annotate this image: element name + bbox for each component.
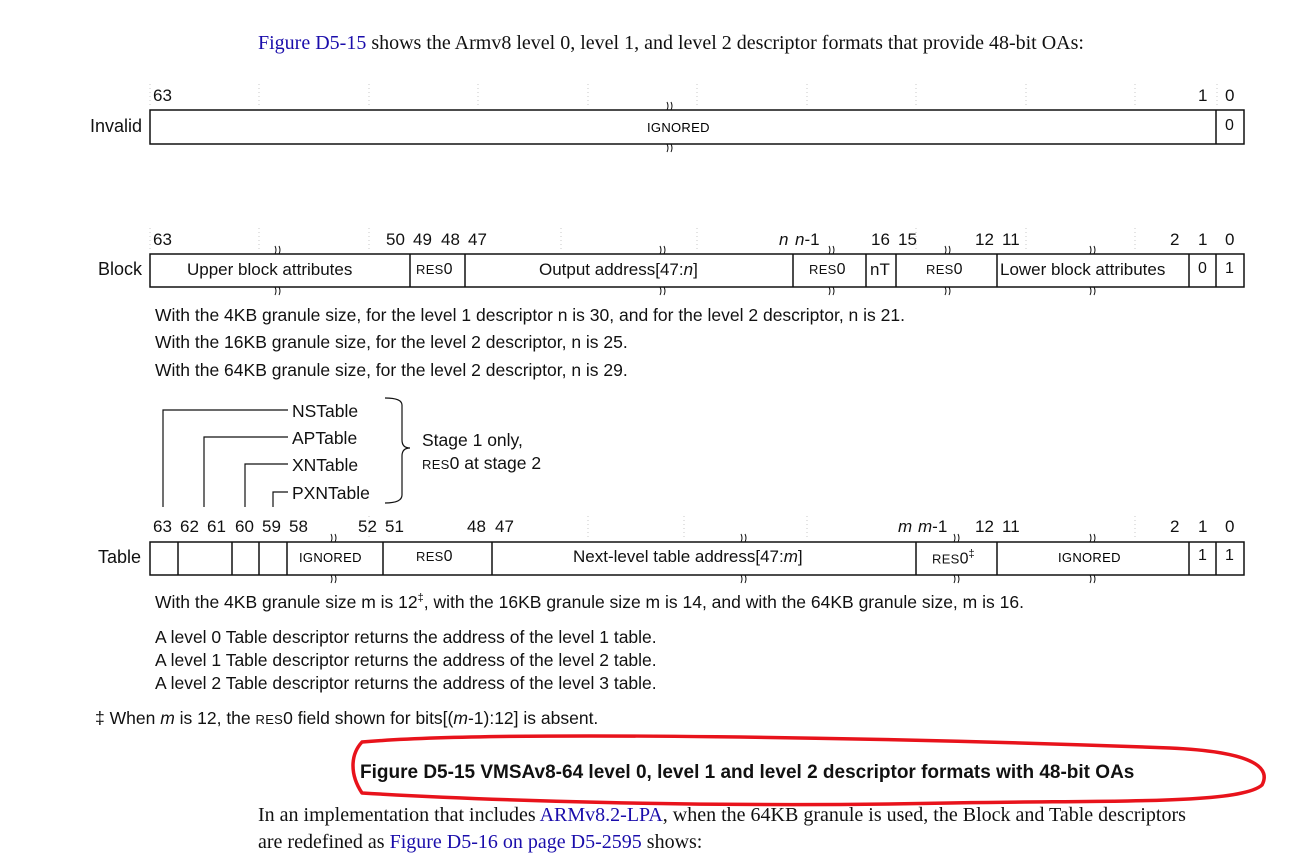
- next-level-table-address-field: Next-level table address[47:m]: [573, 547, 803, 566]
- table-bit-12: 12: [975, 517, 994, 536]
- block-bit-n: n: [779, 230, 789, 249]
- table-ignored-a-field: IGNORED: [299, 550, 362, 565]
- table-bit-61: 61: [207, 517, 226, 536]
- output-address-field: Output address[47:n]: [539, 260, 698, 279]
- block-bit-48: 48: [441, 230, 460, 249]
- armv8-2-lpa-link[interactable]: ARMv8.2-LPA: [539, 804, 663, 826]
- block-res0-a-field: RES0: [416, 261, 453, 278]
- table-label: Table: [98, 547, 142, 567]
- table-bit-0: 0: [1225, 517, 1235, 536]
- block-bit-16: 16: [871, 230, 890, 249]
- block-label: Block: [98, 259, 143, 279]
- closing-line-1: In an implementation that includes ARMv8.2-LPA, when the 64KB granule is used, the Block and Table descriptors: [258, 804, 1186, 826]
- table-ignored-b-field: IGNORED: [1058, 550, 1121, 565]
- block-bit0-value: 1: [1225, 260, 1234, 277]
- table-bit-11: 11: [1002, 517, 1020, 536]
- intro-body: shows the Armv8 level 0, level 1, and level 2 descriptor formats that provide 48-bit OAs:: [366, 32, 1084, 54]
- table-bit0-value: 1: [1225, 547, 1234, 564]
- table-bit-m: m: [898, 517, 913, 536]
- invalid-bit0-value: 0: [1225, 117, 1234, 134]
- stage1-note-line1: Stage 1 only,: [422, 430, 523, 450]
- table-level2-note: A level 2 Table descriptor returns the address of the level 3 table.: [155, 673, 657, 693]
- block-res0-b-field: RES0: [809, 261, 846, 278]
- block-bit-2: 2: [1170, 230, 1180, 249]
- closing-line-2: are redefined as Figure D5-16 on page D5-2595 shows:: [258, 831, 703, 853]
- table-bit-63: 63: [153, 517, 172, 536]
- table-bit-48: 48: [467, 517, 486, 536]
- invalid-bit-0: 0: [1225, 86, 1235, 105]
- block-note-16kb: With the 16KB granule size, for the level 2 descriptor, n is 25.: [155, 332, 628, 352]
- invalid-label: Invalid: [90, 116, 143, 136]
- block-bit-12: 12: [975, 230, 994, 249]
- stage1-note-line2: RES0 at stage 2: [422, 453, 542, 473]
- figure-d5-16-link[interactable]: Figure D5-16 on page D5-2595: [389, 831, 642, 853]
- block-res0-c-field: RES0: [926, 261, 963, 278]
- invalid-bit-63: 63: [153, 86, 172, 105]
- footnote: ‡ When m is 12, the RES0 field shown for bits[(m-1):12] is absent.: [95, 708, 599, 728]
- table-granule-note: With the 4KB granule size m is 12‡, with the 16KB granule size m is 14, and with the 64KB granule size, m is 16.: [155, 592, 1024, 612]
- table-flag-leaders: [163, 398, 410, 507]
- pxntable-label: PXNTable: [292, 483, 370, 503]
- aptable-label: APTable: [292, 428, 358, 448]
- block-bit-47: 47: [468, 230, 487, 249]
- figure-d5-15-link[interactable]: Figure D5-15: [258, 32, 367, 54]
- table-bit-59: 59: [262, 517, 281, 536]
- table-bit-52: 52: [358, 517, 377, 536]
- lower-block-attributes-field: Lower block attributes: [1000, 260, 1166, 279]
- invalid-descriptor: [150, 84, 1244, 152]
- table-bit-47: 47: [495, 517, 514, 536]
- block-bit-63: 63: [153, 230, 172, 249]
- block-bit-11: 11: [1002, 230, 1020, 249]
- table-bit-m-minus-1: m-1: [918, 517, 948, 536]
- figure-caption: Figure D5-15 VMSAv8-64 level 0, level 1 and level 2 descriptor formats with 48-bit OAs: [360, 762, 1135, 783]
- table-bit-60: 60: [235, 517, 254, 536]
- table-bit-1: 1: [1198, 517, 1208, 536]
- table-bit1-value: 1: [1198, 547, 1207, 564]
- table-bit-58: 58: [289, 517, 308, 536]
- block-bit-1: 1: [1198, 230, 1208, 249]
- table-bit-51: 51: [385, 517, 404, 536]
- table-level1-note: A level 1 Table descriptor returns the address of the level 2 table.: [155, 650, 657, 670]
- invalid-bit-1: 1: [1198, 86, 1208, 105]
- block-bit-n-minus-1: n-1: [795, 230, 820, 249]
- block-note-64kb: With the 64KB granule size, for the level 2 descriptor, n is 29.: [155, 360, 628, 380]
- upper-block-attributes-field: Upper block attributes: [187, 260, 353, 279]
- block-bit-50: 50: [386, 230, 405, 249]
- block-note-4kb: With the 4KB granule size, for the level 1 descriptor n is 30, and for the level 2 descriptor, n is 21.: [155, 305, 905, 325]
- nt-field: nT: [870, 260, 890, 279]
- xntable-label: XNTable: [292, 455, 359, 475]
- block-bit-49: 49: [413, 230, 432, 249]
- invalid-ignored-field: IGNORED: [647, 120, 710, 135]
- table-res0-a-field: RES0: [416, 548, 453, 565]
- block-bit1-value: 0: [1198, 260, 1207, 277]
- table-bit-2: 2: [1170, 517, 1180, 536]
- block-bit-0: 0: [1225, 230, 1235, 249]
- table-res0-b-field: RES0‡: [932, 548, 975, 568]
- nstable-label: NSTable: [292, 401, 359, 421]
- table-bit-62: 62: [180, 517, 199, 536]
- block-bit-15: 15: [898, 230, 917, 249]
- table-level0-note: A level 0 Table descriptor returns the address of the level 1 table.: [155, 627, 657, 647]
